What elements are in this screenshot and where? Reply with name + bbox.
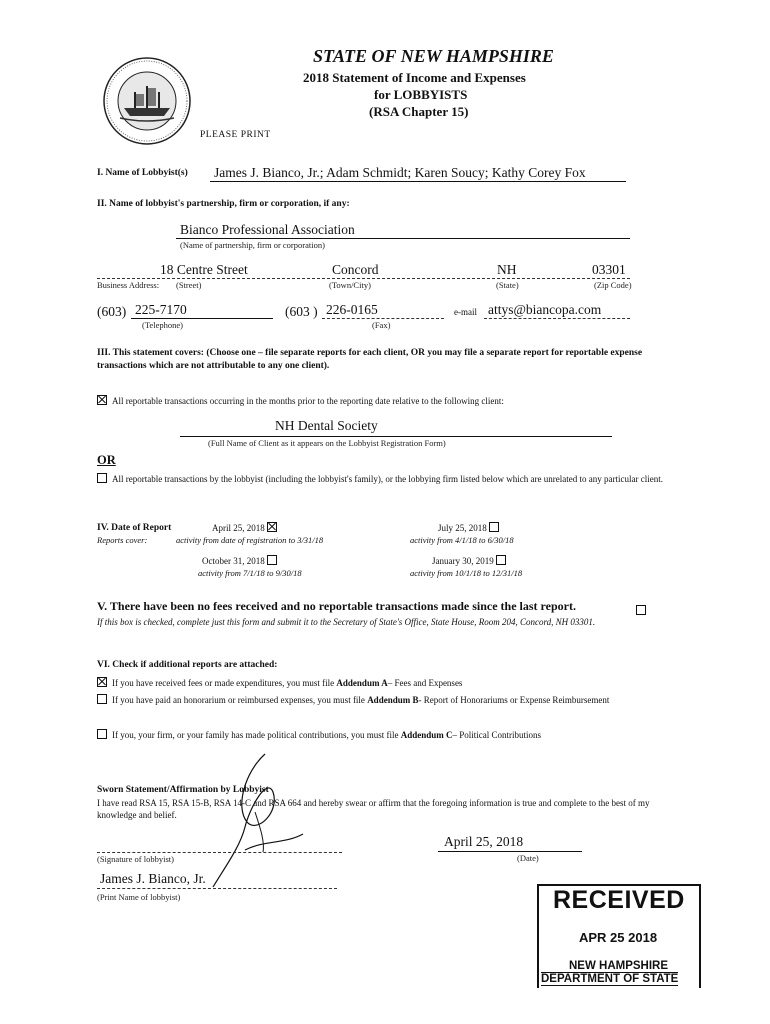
report-date-q3-text: October 31, 2018 [202, 556, 265, 566]
street-field[interactable]: 18 Centre Street [160, 262, 248, 277]
email-label: e-mail [454, 307, 477, 317]
fax-area: (603 ) [285, 304, 318, 319]
city-field[interactable]: Concord [332, 262, 379, 277]
firm-caption: (Name of partnership, firm or corporation) [180, 240, 325, 250]
report-date-q4-text: January 30, 2019 [432, 556, 494, 566]
report-q3-note: activity from 7/1/18 to 9/30/18 [198, 568, 302, 578]
report-date-q1[interactable] [212, 522, 282, 533]
section1-label: I. Name of Lobbyist(s) [97, 168, 188, 178]
section2-label: II. Name of lobbyist's partnership, firm or corporation, if any: [97, 199, 350, 209]
state-caption: (State) [496, 280, 519, 290]
phone-caption: (Telephone) [142, 320, 183, 330]
state-field[interactable]: NH [497, 262, 517, 277]
no-activity-checkbox[interactable] [636, 605, 646, 615]
addendum-b-name: Addendum B [367, 695, 419, 705]
client-name-line [180, 436, 612, 437]
address-line [97, 278, 630, 279]
stamp-date: APR 25 2018 [579, 930, 658, 945]
q3-checkbox[interactable] [267, 555, 277, 565]
report-date-q1-text: April 25, 2018 [212, 523, 265, 533]
option-client-text: All reportable transactions occurring in the months prior to the reporting date relative to the following client: [112, 396, 504, 406]
signature-mark [205, 752, 325, 892]
addendum-a-suffix: – Fees and Expenses [387, 678, 463, 688]
addendum-a-text: If you have received fees or made expenditures, you must file [112, 678, 337, 688]
q4-checkbox[interactable] [496, 555, 506, 565]
addendum-c-suffix: – Political Contributions [452, 730, 541, 740]
zip-field[interactable]: 03301 [592, 262, 626, 277]
addendum-c-text: If you, your firm, or your family has made political contributions, you must file [112, 730, 401, 740]
subtitle-lobbyists: for LOBBYISTS [374, 87, 468, 102]
addendum-c-name: Addendum C [400, 730, 453, 740]
print-name-caption: (Print Name of lobbyist) [97, 892, 181, 902]
firm-name-field[interactable]: Bianco Professional Association [180, 222, 355, 237]
sign-date-line [438, 851, 582, 852]
phone-line [131, 318, 273, 319]
option-unrelated[interactable] [97, 473, 682, 486]
report-date-q2[interactable] [438, 522, 504, 533]
report-q2-note: activity from 4/1/18 to 6/30/18 [410, 535, 514, 545]
unrelated-checkbox[interactable] [97, 473, 107, 483]
addendum-b-suffix: - Report of Honorariums or Expense Reimbursement [418, 695, 610, 705]
report-date-q3[interactable] [202, 555, 282, 566]
lobbyist-names-line [210, 181, 626, 182]
please-print-label: PLEASE PRINT [200, 130, 271, 140]
subtitle-rsa: (RSA Chapter 15) [369, 104, 469, 119]
addendum-a-name: Addendum A [336, 678, 388, 688]
option-client[interactable] [97, 395, 504, 406]
signature-line [97, 852, 342, 853]
signature-caption: (Signature of lobbyist) [97, 854, 174, 864]
date-caption: (Date) [517, 853, 539, 863]
email-line [484, 318, 630, 319]
received-stamp [537, 884, 701, 988]
client-caption: (Full Name of Client as it appears on the Lobbyist Registration Form) [208, 438, 446, 448]
or-separator: OR [97, 453, 116, 467]
fax-caption: (Fax) [372, 320, 391, 330]
addendum-b-option[interactable] [97, 694, 682, 706]
report-q1-note: activity from date of registration to 3/31/18 [176, 535, 324, 545]
subtitle-statement: 2018 Statement of Income and Expenses [303, 70, 526, 85]
q2-checkbox[interactable] [489, 522, 499, 532]
state-seal-icon [102, 56, 192, 146]
addendum-a-checkbox[interactable] [97, 677, 107, 687]
addendum-c-checkbox[interactable] [97, 729, 107, 739]
fax-field[interactable]: 226-0165 [326, 302, 378, 317]
stamp-dept2: DEPARTMENT OF STATE [541, 973, 679, 985]
client-name-field[interactable]: NH Dental Society [275, 418, 378, 433]
option-unrelated-text: All reportable transactions by the lobbyist (including the lobbyist's family), or the lobbying firm listed below which are unrelated to any particular client. [112, 474, 663, 484]
addendum-b-text: If you have paid an honorarium or reimbursed expenses, you must file [112, 695, 368, 705]
report-q4-note: activity from 10/1/18 to 12/31/18 [410, 568, 523, 578]
addendum-a-option[interactable] [97, 677, 462, 688]
reports-cover-label: Reports cover: [97, 535, 148, 545]
zip-caption: (Zip Code) [594, 280, 632, 290]
page-title: STATE OF NEW HAMPSHIRE [313, 46, 554, 66]
section5-label: V. There have been no fees received and no reportable transactions made since the last report. [97, 599, 576, 613]
sign-date-field[interactable]: April 25, 2018 [444, 834, 524, 849]
q1-checkbox[interactable] [267, 522, 277, 532]
print-name-line [97, 888, 337, 889]
addendum-c-option[interactable] [97, 729, 541, 740]
stamp-received: RECEIVED [553, 886, 685, 914]
phone-area: (603) [97, 304, 127, 319]
fax-line [322, 318, 444, 319]
sworn-label: Sworn Statement/Affirmation by Lobbyist [97, 785, 269, 795]
section5-note: If this box is checked, complete just this form and submit it to the Secretary of State's Office, State House, Room 204, Concord, NH 03301. [97, 617, 596, 627]
street-caption: (Street) [176, 280, 202, 290]
address-label: Business Address: [97, 280, 160, 290]
sworn-text: I have read RSA 15, RSA 15-B, RSA 14-C and RSA 664 and hereby swear or affirm that the foregoing information is true and complete to the best of my knowledge and belief. [97, 798, 650, 820]
addendum-b-checkbox[interactable] [97, 694, 107, 704]
report-date-q2-text: July 25, 2018 [438, 523, 487, 533]
lobbyist-names-field[interactable]: James J. Bianco, Jr.; Adam Schmidt; Karen Soucy; Kathy Corey Fox [214, 165, 586, 180]
section6-label: VI. Check if additional reports are attached: [97, 660, 278, 670]
report-date-q4[interactable] [432, 555, 511, 566]
print-name-field[interactable]: James J. Bianco, Jr. [100, 871, 206, 886]
client-checkbox[interactable] [97, 395, 107, 405]
email-field[interactable]: attys@biancopa.com [488, 302, 602, 317]
firm-name-line [176, 238, 630, 239]
city-caption: (Town/City) [329, 280, 371, 290]
section3-label: III. This statement covers: (Choose one – file separate reports for each client, OR you may file a separate report for reportable expense transactions which are not attributable to any one client). [97, 348, 643, 371]
stamp-dept1: NEW HAMPSHIRE [569, 960, 669, 972]
section4-label: IV. Date of Report [97, 523, 172, 533]
phone-field[interactable]: 225-7170 [135, 302, 187, 317]
